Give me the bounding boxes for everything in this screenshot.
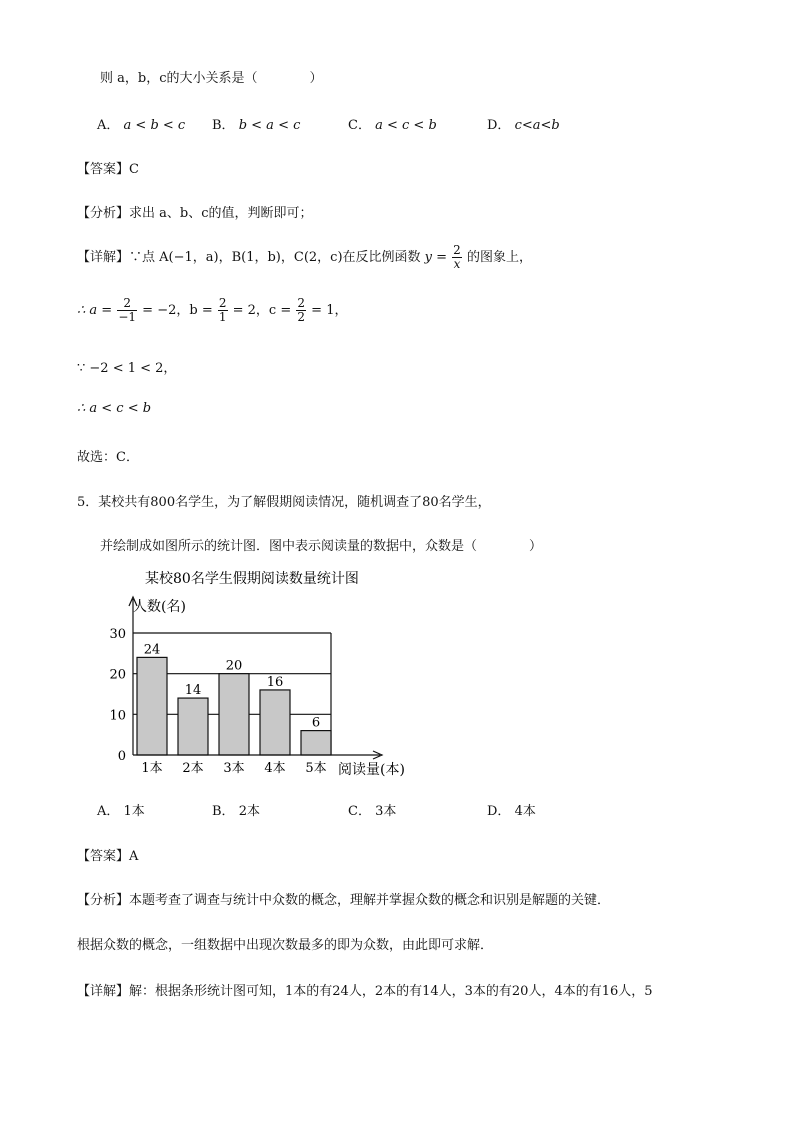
option-text: a < b < c xyxy=(123,118,186,133)
q4-option-c xyxy=(348,114,437,133)
option-label: D． xyxy=(487,118,511,133)
q4-option-a xyxy=(97,114,185,133)
q4-detail xyxy=(77,244,532,272)
bar xyxy=(178,698,208,755)
data-label: 6 xyxy=(311,715,321,731)
calc-c-result: = 1， xyxy=(311,303,348,318)
q4-choose: 故选：C． xyxy=(77,450,139,465)
option-text: 4本 xyxy=(514,804,536,819)
option-text: 3本 xyxy=(375,804,397,819)
fraction-denominator: 1 xyxy=(218,310,227,324)
option-text: a < c < b xyxy=(375,118,437,133)
option-label: B． xyxy=(212,804,235,819)
option-text: 2本 xyxy=(238,804,260,819)
bar xyxy=(301,731,331,755)
q5-option-b xyxy=(212,800,260,819)
q5-option-a xyxy=(97,800,145,819)
q5-stem-line1: 5．某校共有800名学生，为了解假期阅读情况，随机调查了80名学生， xyxy=(77,495,491,510)
q4-answer: 【答案】C xyxy=(77,162,139,177)
fraction-denominator: 2 xyxy=(297,310,306,324)
option-text: c<a<b xyxy=(514,118,560,133)
data-label: 20 xyxy=(225,658,243,674)
x-tick-label: 1本 xyxy=(141,761,163,776)
fraction-c xyxy=(296,297,306,324)
data-label: 24 xyxy=(143,642,161,658)
y-tick-label: 10 xyxy=(109,708,126,724)
q5-stem-line2: 并绘制成如图所示的统计图．图中表示阅读量的数据中，众数是（ ） xyxy=(100,539,543,554)
q5-analysis: 【分析】本题考查了调查与统计中众数的概念，理解并掌握众数的概念和识别是解题的关键． xyxy=(77,893,611,908)
q5-analysis-2: 根据众数的概念，一组数据中出现次数最多的即为众数，由此即可求解． xyxy=(77,938,494,953)
bar xyxy=(260,690,290,755)
y-axis-label: 人数(名) xyxy=(133,599,186,615)
calc-a-result: = −2，b = xyxy=(142,303,213,318)
x-tick-label: 2本 xyxy=(182,761,204,776)
q4-analysis: 【分析】求出 a、b、c的值，判断即可； xyxy=(77,206,313,221)
option-label: B． xyxy=(212,118,235,133)
detail-suffix: 的图象上， xyxy=(466,250,532,265)
option-label: C． xyxy=(348,804,371,819)
data-label: 14 xyxy=(184,683,202,699)
option-label: D． xyxy=(487,804,511,819)
fraction-numerator: 2 xyxy=(453,243,461,257)
q5-answer: 【答案】A xyxy=(77,849,139,864)
fraction-numerator: 2 xyxy=(218,296,227,310)
fraction-a xyxy=(117,297,137,324)
x-tick-label: 4本 xyxy=(264,761,286,776)
q4-stem: 则 a，b，c的大小关系是（ ） xyxy=(100,71,323,86)
fraction-denominator: −1 xyxy=(118,310,137,324)
y-tick-label: 30 xyxy=(109,627,126,642)
fraction-2-over-x xyxy=(452,244,462,271)
fraction-denominator: x xyxy=(453,257,461,271)
option-text: b < a < c xyxy=(238,118,301,133)
detail-prefix: 【详解】∵点 A(−1，a)，B(1，b)，C(2，c)在反比例函数 xyxy=(77,250,421,265)
y-tick-label: 0 xyxy=(117,749,126,764)
function-y: y = xyxy=(424,250,448,265)
x-tick-label: 3本 xyxy=(223,761,245,776)
fraction-b xyxy=(218,297,228,324)
x-axis-label: 阅读量(本) xyxy=(338,762,405,778)
q5-detail: 【详解】解：根据条形统计图可知，1本的有24人，2本的有14人，3本的有20人，4本的有16人，5 xyxy=(77,984,653,999)
bar-chart xyxy=(100,566,420,781)
option-label: A． xyxy=(97,118,120,133)
q5-option-d xyxy=(487,800,536,819)
q4-option-d xyxy=(487,114,560,133)
option-label: A． xyxy=(97,804,120,819)
fraction-numerator: 2 xyxy=(117,297,137,311)
chart-title: 某校80名学生假期阅读数量统计图 xyxy=(145,571,359,587)
calc-b-result: = 2，c = xyxy=(232,303,292,318)
q4-because: ∵ −2 < 1 < 2， xyxy=(77,361,177,376)
y-tick-label: 20 xyxy=(109,667,126,683)
option-label: C． xyxy=(348,118,371,133)
bar xyxy=(137,657,167,755)
bar xyxy=(219,674,249,755)
fraction-numerator: 2 xyxy=(297,296,306,310)
option-text: 1本 xyxy=(123,804,145,819)
x-tick-label: 5本 xyxy=(305,761,327,776)
calc-prefix: ∴ a = xyxy=(77,303,113,318)
data-label: 16 xyxy=(266,674,284,690)
q5-option-c xyxy=(348,800,396,819)
q4-option-b xyxy=(212,114,300,133)
q4-therefore: ∴ a < c < b xyxy=(77,401,152,416)
q4-calculation xyxy=(77,296,347,326)
